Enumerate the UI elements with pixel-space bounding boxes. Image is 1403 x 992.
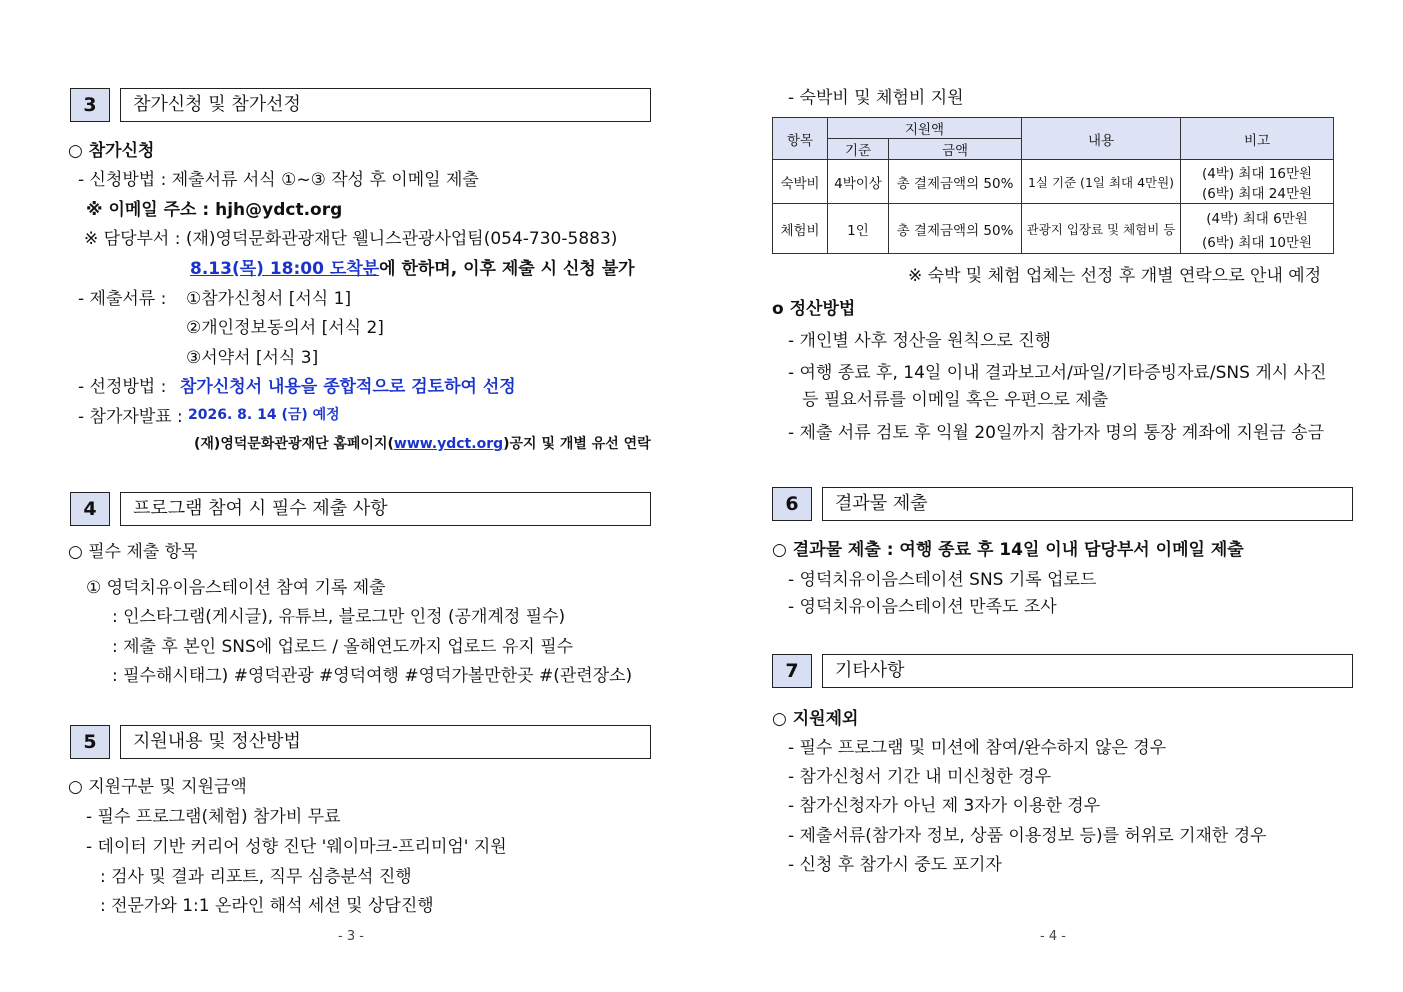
sec6-heading: ○ 결과물 제출 : 여행 종료 후 14일 이내 담당부서 이메일 제출 — [772, 540, 1244, 560]
section-5-title: 지원내용 및 정산방법 — [120, 725, 651, 759]
sec6-line-1: - 영덕치유이음스테이션 SNS 기록 업로드 — [788, 570, 1097, 590]
th-basis: 기준 — [828, 139, 889, 160]
contact-email: ※ 이메일 주소 : hjh@ydct.org — [86, 200, 343, 220]
note-line: (6박) 최대 24만원 — [1201, 185, 1313, 202]
cell-money: 총 결제금액의 50% — [889, 160, 1022, 204]
sec5-line-2: - 데이터 기반 커리어 성향 진단 '웨이마크-프리미엄' 지원 — [86, 837, 507, 857]
table-note: ※ 숙박 및 체험 업체는 선정 후 개별 연락으로 안내 예정 — [908, 266, 1322, 286]
section-6-title: 결과물 제출 — [822, 487, 1353, 521]
cell-basis: 4박이상 — [828, 160, 889, 204]
settle-line-3: - 제출 서류 검토 후 익월 20일까지 참가자 명의 통장 계좌에 지원금 송금 — [788, 423, 1325, 443]
cell-note — [1181, 160, 1334, 204]
sec7-line-4: - 제출서류(참가자 정보, 상품 이용정보 등)를 허위로 기재한 경우 — [788, 826, 1267, 846]
sec4-sub-1: : 인스타그램(게시글), 유튜브, 블로그만 인정 (공개계정 필수) — [112, 607, 566, 627]
sec6-line-2: - 영덕치유이음스테이션 만족도 조사 — [788, 597, 1057, 617]
cell-money: 총 결제금액의 50% — [889, 204, 1022, 254]
cell-content: 1실 기준 (1일 최대 4만원) — [1022, 160, 1181, 204]
doc-3: ③서약서 [서식 3] — [186, 348, 319, 368]
page-number-left: - 3 - — [338, 929, 364, 944]
th-note: 비고 — [1181, 118, 1334, 160]
settle-heading: o 정산방법 — [772, 299, 856, 319]
select-value: 참가신청서 내용을 종합적으로 검토하여 선정 — [180, 377, 516, 397]
th-money: 금액 — [889, 139, 1022, 160]
announce-date: 2026. 8. 14 (금) 예정 — [188, 407, 340, 423]
th-amount: 지원액 — [828, 118, 1022, 139]
section-3-number: 3 — [70, 88, 110, 122]
settle-line-2a: - 여행 종료 후, 14일 이내 결과보고서/파일/기타증빙자료/SNS 게시 사진 — [788, 363, 1327, 383]
sec4-sub-3: : 필수해시태그) #영덕관광 #영덕여행 #영덕가볼만한곳 #(관련장소) — [112, 666, 633, 686]
section-3-title: 참가신청 및 참가선정 — [120, 88, 651, 122]
sec4-sub-2: : 제출 후 본인 SNS에 업로드 / 올해연도까지 업로드 유지 필수 — [112, 637, 574, 657]
cell-note — [1181, 204, 1334, 254]
lodging-heading: - 숙박비 및 체험비 지원 — [788, 88, 964, 108]
support-table — [772, 117, 1334, 254]
announce-label: - 참가자발표 : — [78, 407, 183, 427]
sec5-line-1: - 필수 프로그램(체험) 참가비 무료 — [86, 807, 341, 827]
apply-method: - 신청방법 : 제출서류 서식 ①~③ 작성 후 이메일 제출 — [78, 170, 479, 190]
sec7-line-2: - 참가신청서 기간 내 미신청한 경우 — [788, 767, 1052, 787]
cell-basis: 1인 — [828, 204, 889, 254]
select-label: - 선정방법 : — [78, 377, 167, 397]
docs-label: - 제출서류 : — [78, 289, 167, 309]
page-number-right: - 4 - — [1040, 929, 1066, 944]
sec7-line-1: - 필수 프로그램 및 미션에 참여/완수하지 않은 경우 — [788, 738, 1167, 758]
sec4-heading: ○ 필수 제출 항목 — [68, 542, 198, 562]
sec7-line-5: - 신청 후 참가시 중도 포기자 — [788, 855, 1002, 875]
contact-dept: ※ 담당부서 : (재)영덕문화관광재단 웰니스관광사업팀(054-730-5883) — [84, 229, 618, 249]
settle-line-2b: 등 필요서류를 이메일 혹은 우편으로 제출 — [802, 390, 1109, 410]
table-row — [773, 160, 1334, 204]
sec5-line-3: : 검사 및 결과 리포트, 직무 심층분석 진행 — [100, 867, 412, 887]
sec7-line-3: - 참가신청자가 아닌 제 3자가 이용한 경우 — [788, 796, 1101, 816]
section-7-title: 기타사항 — [822, 654, 1353, 688]
section-6-number: 6 — [772, 487, 812, 521]
apply-heading: ○ 참가신청 — [68, 141, 155, 161]
th-item: 항목 — [773, 118, 828, 160]
homepage-link[interactable]: www.ydct.org — [393, 436, 504, 452]
sec4-item-1: ① 영덕치유이음스테이션 참여 기록 제출 — [86, 578, 386, 598]
deadline-date: 8.13(목) 18:00 도착분 — [190, 259, 380, 279]
cell-content: 관광지 입장료 및 체험비 등 — [1022, 204, 1181, 254]
doc-1: ①참가신청서 [서식 1] — [186, 289, 352, 309]
note-line: (4박) 최대 16만원 — [1201, 165, 1313, 182]
cell-item: 체험비 — [773, 204, 828, 254]
settle-line-1: - 개인별 사후 정산을 원칙으로 진행 — [788, 331, 1052, 351]
note-line: (6박) 최대 10만원 — [1201, 234, 1313, 251]
table-row — [773, 204, 1334, 254]
doc-2: ②개인정보동의서 [서식 2] — [186, 318, 384, 338]
sec5-line-4: : 전문가와 1:1 온라인 해석 세션 및 상담진행 — [100, 896, 434, 916]
section-5-number: 5 — [70, 725, 110, 759]
sec7-heading: ○ 지원제외 — [772, 709, 859, 729]
deadline-line — [190, 254, 635, 279]
cell-item: 숙박비 — [773, 160, 828, 204]
note-line: (4박) 최대 6만원 — [1206, 210, 1308, 227]
section-7-number: 7 — [772, 654, 812, 688]
section-4-number: 4 — [70, 492, 110, 526]
sec5-heading: ○ 지원구분 및 지원금액 — [68, 777, 247, 797]
announce-note — [194, 433, 651, 453]
deadline-rest: 에 한하며, 이후 제출 시 신청 불가 — [379, 259, 635, 279]
th-content: 내용 — [1022, 118, 1181, 160]
section-4-title: 프로그램 참여 시 필수 제출 사항 — [120, 492, 651, 526]
announce-note-b: )공지 및 개별 유선 연락 — [503, 436, 651, 452]
announce-note-a: (재)영덕문화관광재단 홈페이지( — [194, 436, 394, 452]
